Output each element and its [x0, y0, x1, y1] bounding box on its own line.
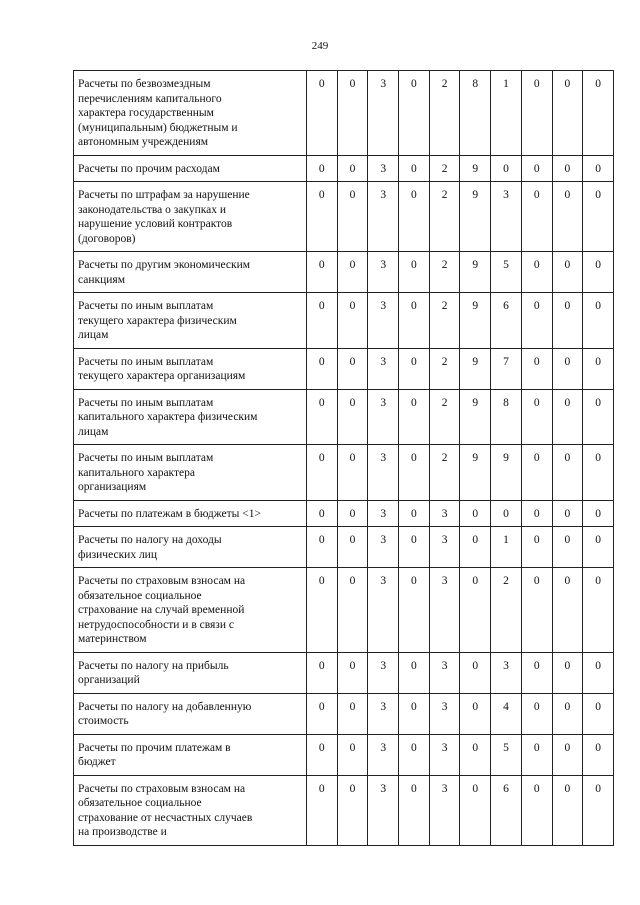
account-code-digit-cell: 0 [521, 775, 552, 845]
account-code-digit-cell: 0 [306, 293, 337, 349]
account-code-digit-cell: 0 [337, 182, 368, 252]
account-code-digit-cell: 0 [337, 155, 368, 182]
account-code-digit-cell: 0 [491, 155, 522, 182]
account-code-digit-cell: 0 [583, 182, 614, 252]
accounts-table [73, 70, 614, 846]
account-code-digit-cell: 0 [337, 445, 368, 501]
account-code-digit-cell: 0 [521, 182, 552, 252]
account-code-digit-cell: 0 [337, 293, 368, 349]
account-code-digit-cell: 0 [337, 389, 368, 445]
account-code-digit-cell: 0 [521, 389, 552, 445]
account-code-digit-cell: 0 [552, 652, 583, 693]
account-description-line: капитального характера физическим [78, 411, 258, 423]
account-description-line: лицам [78, 425, 109, 438]
account-code-digit-cell: 0 [521, 348, 552, 389]
account-description-line: Расчеты по другим экономическим [78, 259, 250, 271]
account-code-digit-cell: 0 [306, 568, 337, 653]
account-description-cell [74, 348, 307, 389]
account-code-digit-cell: 0 [552, 568, 583, 653]
account-code-digit-cell: 9 [491, 445, 522, 501]
account-code-digit-cell: 0 [552, 734, 583, 775]
account-description-line: законодательства о закупках и [78, 203, 227, 216]
account-code-digit-cell: 5 [491, 734, 522, 775]
account-code-digit-cell: 0 [583, 348, 614, 389]
account-code-digit-cell: 0 [521, 734, 552, 775]
account-code-digit-cell: 0 [399, 734, 430, 775]
account-code-digit-cell: 0 [460, 500, 491, 527]
account-code-digit-cell: 3 [491, 652, 522, 693]
account-description-line: нетрудоспособности и в связи с [78, 618, 234, 631]
table-row [74, 775, 614, 845]
account-code-digit-cell: 0 [521, 445, 552, 501]
account-code-digit-cell: 0 [306, 348, 337, 389]
account-description-cell [74, 693, 307, 734]
account-code-digit-cell: 0 [337, 348, 368, 389]
account-code-digit-cell: 5 [491, 252, 522, 293]
account-code-digit-cell: 0 [337, 734, 368, 775]
account-code-digit-cell: 0 [399, 527, 430, 568]
table-row [74, 693, 614, 734]
account-code-digit-cell: 0 [552, 527, 583, 568]
account-description-line: обязательное социальное [78, 589, 202, 602]
account-code-digit-cell: 0 [306, 775, 337, 845]
account-code-digit-cell: 0 [460, 568, 491, 653]
account-code-digit-cell: 0 [583, 500, 614, 527]
account-code-digit-cell: 0 [306, 252, 337, 293]
account-description-cell [74, 252, 307, 293]
account-code-digit-cell: 2 [429, 155, 460, 182]
account-code-digit-cell: 3 [368, 445, 399, 501]
account-code-digit-cell: 0 [399, 568, 430, 653]
table-row [74, 348, 614, 389]
account-code-digit-cell: 0 [306, 71, 337, 156]
account-code-digit-cell: 0 [399, 155, 430, 182]
account-description-cell [74, 445, 307, 501]
account-code-digit-cell: 3 [368, 182, 399, 252]
account-code-digit-cell: 9 [460, 182, 491, 252]
account-description-line: Расчеты по налогу на доходы [78, 534, 222, 546]
account-description-line: Расчеты по безвозмездным [78, 78, 211, 90]
account-code-digit-cell: 2 [429, 182, 460, 252]
accounts-table-body [74, 71, 614, 846]
account-description-line: (договоров) [78, 232, 136, 245]
account-code-digit-cell: 0 [521, 293, 552, 349]
account-description-line: Расчеты по страховым взносам на [78, 782, 246, 795]
account-code-digit-cell: 3 [429, 500, 460, 527]
account-code-digit-cell: 3 [368, 652, 399, 693]
account-description-line: бюджет [78, 756, 116, 768]
account-code-digit-cell: 0 [337, 500, 368, 527]
account-code-digit-cell: 0 [521, 652, 552, 693]
account-code-digit-cell: 7 [491, 348, 522, 389]
account-code-digit-cell: 1 [491, 71, 522, 156]
account-code-digit-cell: 2 [491, 568, 522, 653]
account-description-line: Расчеты по иным выплатам [78, 300, 214, 312]
account-code-digit-cell: 0 [552, 252, 583, 293]
account-code-digit-cell: 1 [491, 527, 522, 568]
account-code-digit-cell: 0 [337, 71, 368, 156]
account-code-digit-cell: 3 [368, 734, 399, 775]
table-row [74, 389, 614, 445]
account-code-digit-cell: 0 [521, 568, 552, 653]
account-code-digit-cell: 3 [429, 775, 460, 845]
account-description-line: автономным учреждениям [78, 136, 209, 148]
account-code-digit-cell: 0 [583, 155, 614, 182]
account-code-digit-cell: 0 [521, 71, 552, 156]
account-description-cell [74, 652, 307, 693]
account-code-digit-cell: 8 [460, 71, 491, 156]
account-code-digit-cell: 0 [583, 527, 614, 568]
account-code-digit-cell: 3 [368, 693, 399, 734]
account-code-digit-cell: 0 [460, 734, 491, 775]
account-code-digit-cell: 3 [368, 775, 399, 845]
account-code-digit-cell: 0 [583, 71, 614, 156]
account-code-digit-cell: 2 [429, 252, 460, 293]
account-code-digit-cell: 0 [552, 155, 583, 182]
account-code-digit-cell: 0 [583, 568, 614, 653]
account-code-digit-cell: 0 [337, 775, 368, 845]
account-description-line: капитального характера [78, 466, 195, 479]
account-code-digit-cell: 0 [552, 445, 583, 501]
account-code-digit-cell: 0 [583, 775, 614, 845]
table-row [74, 527, 614, 568]
account-code-digit-cell: 0 [306, 182, 337, 252]
account-code-digit-cell: 0 [399, 71, 430, 156]
table-row [74, 445, 614, 501]
account-code-digit-cell: 0 [583, 293, 614, 349]
account-code-digit-cell: 0 [306, 500, 337, 527]
account-description-line: на производстве и [78, 826, 167, 838]
account-code-digit-cell: 0 [552, 389, 583, 445]
account-code-digit-cell: 0 [306, 389, 337, 445]
account-code-digit-cell: 2 [429, 348, 460, 389]
account-code-digit-cell: 0 [399, 652, 430, 693]
account-code-digit-cell: 0 [552, 500, 583, 527]
account-description-cell [74, 568, 307, 653]
account-code-digit-cell: 0 [552, 293, 583, 349]
account-code-digit-cell: 6 [491, 293, 522, 349]
account-code-digit-cell: 0 [306, 155, 337, 182]
account-code-digit-cell: 3 [368, 71, 399, 156]
account-description-line: физических лиц [78, 548, 157, 561]
account-code-digit-cell: 3 [368, 155, 399, 182]
account-description-line: материнством [78, 633, 147, 645]
account-code-digit-cell: 0 [521, 500, 552, 527]
page-number: 249 [311, 40, 329, 52]
account-code-digit-cell: 0 [306, 527, 337, 568]
account-code-digit-cell: 0 [399, 293, 430, 349]
account-code-digit-cell: 0 [306, 734, 337, 775]
account-code-digit-cell: 2 [429, 71, 460, 156]
account-description-cell [74, 775, 307, 845]
account-description-line: нарушение условий контрактов [78, 218, 233, 230]
account-code-digit-cell: 0 [521, 252, 552, 293]
account-code-digit-cell: 0 [552, 693, 583, 734]
account-description-line: характера государственным [78, 107, 214, 119]
account-description-cell [74, 182, 307, 252]
account-description-line: Расчеты по иным выплатам [78, 396, 214, 409]
account-code-digit-cell: 0 [460, 652, 491, 693]
table-row [74, 155, 614, 182]
account-code-digit-cell: 0 [337, 693, 368, 734]
account-code-digit-cell: 9 [460, 293, 491, 349]
account-description-line: Расчеты по штрафам за нарушение [78, 189, 250, 201]
account-code-digit-cell: 8 [491, 389, 522, 445]
account-description-cell [74, 389, 307, 445]
account-code-digit-cell: 3 [368, 500, 399, 527]
account-code-digit-cell: 3 [491, 182, 522, 252]
table-row [74, 182, 614, 252]
account-code-digit-cell: 0 [399, 348, 430, 389]
account-code-digit-cell: 3 [368, 252, 399, 293]
account-code-digit-cell: 0 [399, 182, 430, 252]
account-code-digit-cell: 0 [552, 71, 583, 156]
account-description-line: Расчеты по страховым взносам на [78, 575, 246, 587]
account-code-digit-cell: 0 [337, 527, 368, 568]
account-description-line: текущего характера организациям [78, 370, 246, 382]
account-code-digit-cell: 3 [429, 652, 460, 693]
account-code-digit-cell: 0 [306, 693, 337, 734]
account-code-digit-cell: 0 [399, 389, 430, 445]
account-description-line: Расчеты по налогу на добавленную [78, 700, 252, 713]
account-description-line: Расчеты по иным выплатам [78, 452, 214, 464]
account-code-digit-cell: 3 [429, 527, 460, 568]
account-description-line: обязательное социальное [78, 797, 202, 809]
account-description-line: Расчеты по прочим расходам [78, 162, 220, 175]
account-code-digit-cell: 0 [583, 693, 614, 734]
account-code-digit-cell: 0 [460, 693, 491, 734]
account-description-line: текущего характера физическим [78, 314, 237, 327]
account-code-digit-cell: 0 [583, 389, 614, 445]
account-code-digit-cell: 3 [368, 293, 399, 349]
account-description-line: страхование от несчастных случаев [78, 811, 253, 824]
account-code-digit-cell: 0 [583, 445, 614, 501]
account-code-digit-cell: 3 [429, 734, 460, 775]
account-code-digit-cell: 0 [552, 348, 583, 389]
account-code-digit-cell: 0 [399, 252, 430, 293]
account-code-digit-cell: 9 [460, 389, 491, 445]
account-description-cell [74, 734, 307, 775]
account-code-digit-cell: 0 [399, 445, 430, 501]
account-code-digit-cell: 0 [521, 155, 552, 182]
account-code-digit-cell: 9 [460, 155, 491, 182]
table-row [74, 652, 614, 693]
account-description-line: лицам [78, 329, 109, 341]
account-code-digit-cell: 0 [399, 775, 430, 845]
account-code-digit-cell: 3 [429, 568, 460, 653]
account-code-digit-cell: 0 [399, 500, 430, 527]
account-description-cell [74, 71, 307, 156]
table-row [74, 252, 614, 293]
account-code-digit-cell: 0 [521, 693, 552, 734]
account-code-digit-cell: 6 [491, 775, 522, 845]
account-description-cell [74, 293, 307, 349]
account-code-digit-cell: 0 [460, 527, 491, 568]
account-code-digit-cell: 0 [337, 568, 368, 653]
account-code-digit-cell: 0 [552, 182, 583, 252]
table-row [74, 293, 614, 349]
account-description-line: страхование на случай временной [78, 604, 245, 616]
account-code-digit-cell: 3 [368, 568, 399, 653]
account-code-digit-cell: 2 [429, 389, 460, 445]
account-description-cell [74, 527, 307, 568]
account-code-digit-cell: 0 [583, 734, 614, 775]
account-code-digit-cell: 2 [429, 445, 460, 501]
table-row [74, 500, 614, 527]
account-description-line: Расчеты по платежам в бюджеты <1> [78, 507, 261, 520]
account-description-line: (муниципальным) бюджетным и [78, 121, 238, 134]
account-code-digit-cell: 3 [368, 389, 399, 445]
account-code-digit-cell: 3 [368, 348, 399, 389]
account-description-line: организациям [78, 481, 147, 493]
account-code-digit-cell: 0 [306, 445, 337, 501]
account-code-digit-cell: 3 [429, 693, 460, 734]
account-code-digit-cell: 9 [460, 348, 491, 389]
account-code-digit-cell: 9 [460, 445, 491, 501]
account-code-digit-cell: 0 [583, 252, 614, 293]
table-row [74, 734, 614, 775]
table-row [74, 71, 614, 156]
account-code-digit-cell: 3 [368, 527, 399, 568]
account-description-line: санкциям [78, 273, 125, 286]
account-code-digit-cell: 0 [337, 252, 368, 293]
account-description-cell [74, 500, 307, 527]
account-code-digit-cell: 0 [306, 652, 337, 693]
account-description-line: организаций [78, 674, 140, 686]
account-description-line: стоимость [78, 715, 129, 727]
account-description-line: Расчеты по прочим платежам в [78, 741, 231, 754]
account-description-cell [74, 155, 307, 182]
account-code-digit-cell: 2 [429, 293, 460, 349]
account-code-digit-cell: 0 [521, 527, 552, 568]
account-code-digit-cell: 0 [460, 775, 491, 845]
table-row [74, 568, 614, 653]
account-description-line: Расчеты по налогу на прибыль [78, 659, 229, 672]
account-code-digit-cell: 0 [583, 652, 614, 693]
account-code-digit-cell: 9 [460, 252, 491, 293]
account-code-digit-cell: 0 [552, 775, 583, 845]
account-description-line: перечислениям капитального [78, 92, 222, 105]
account-code-digit-cell: 0 [399, 693, 430, 734]
account-code-digit-cell: 4 [491, 693, 522, 734]
account-code-digit-cell: 0 [337, 652, 368, 693]
account-description-line: Расчеты по иным выплатам [78, 355, 214, 368]
account-code-digit-cell: 0 [491, 500, 522, 527]
